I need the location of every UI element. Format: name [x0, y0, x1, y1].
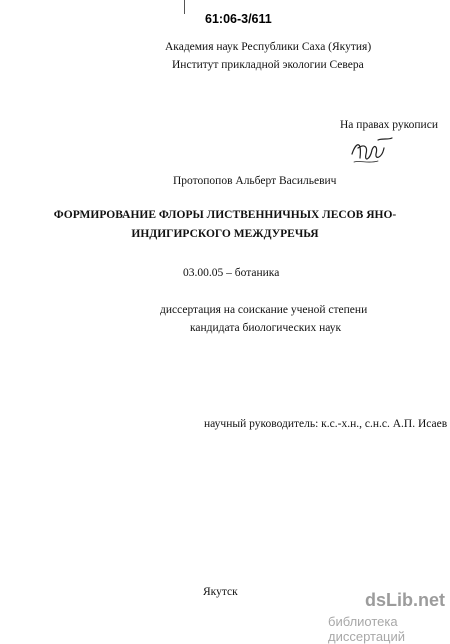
handwritten-signature	[348, 134, 398, 166]
watermark-subtitle: библиотека диссертаций	[328, 614, 406, 644]
city: Якутск	[203, 586, 238, 598]
organization-line-1: Академия наук Республики Саха (Якутия)	[165, 41, 372, 53]
archive-code: 61:06-3/611	[205, 12, 272, 26]
watermark-logo: dsLib.net	[365, 590, 445, 610]
organization-line-2: Институт прикладной экологии Севера	[172, 59, 364, 71]
rights-note: На правах рукописи	[340, 119, 438, 131]
degree-line-1: диссертация на соискание ученой степени	[160, 304, 368, 316]
dissertation-title-line-1: ФОРМИРОВАНИЕ ФЛОРЫ ЛИСТВЕННИЧНЫХ ЛЕСОВ ЯНО-	[53, 209, 397, 221]
dissertation-title-line-2: ИНДИГИРСКОГО МЕЖДУРЕЧЬЯ	[131, 228, 319, 240]
specialty-code: 03.00.05 – ботаника	[183, 267, 280, 279]
supervisor-line: научный руководитель: к.с.-х.н., с.н.с. А.П. Исаев	[204, 418, 448, 430]
author-name: Протопопов Альберт Васильевич	[173, 175, 337, 187]
stamp-mark	[184, 0, 185, 14]
degree-line-2: кандидата биологических наук	[190, 322, 342, 334]
